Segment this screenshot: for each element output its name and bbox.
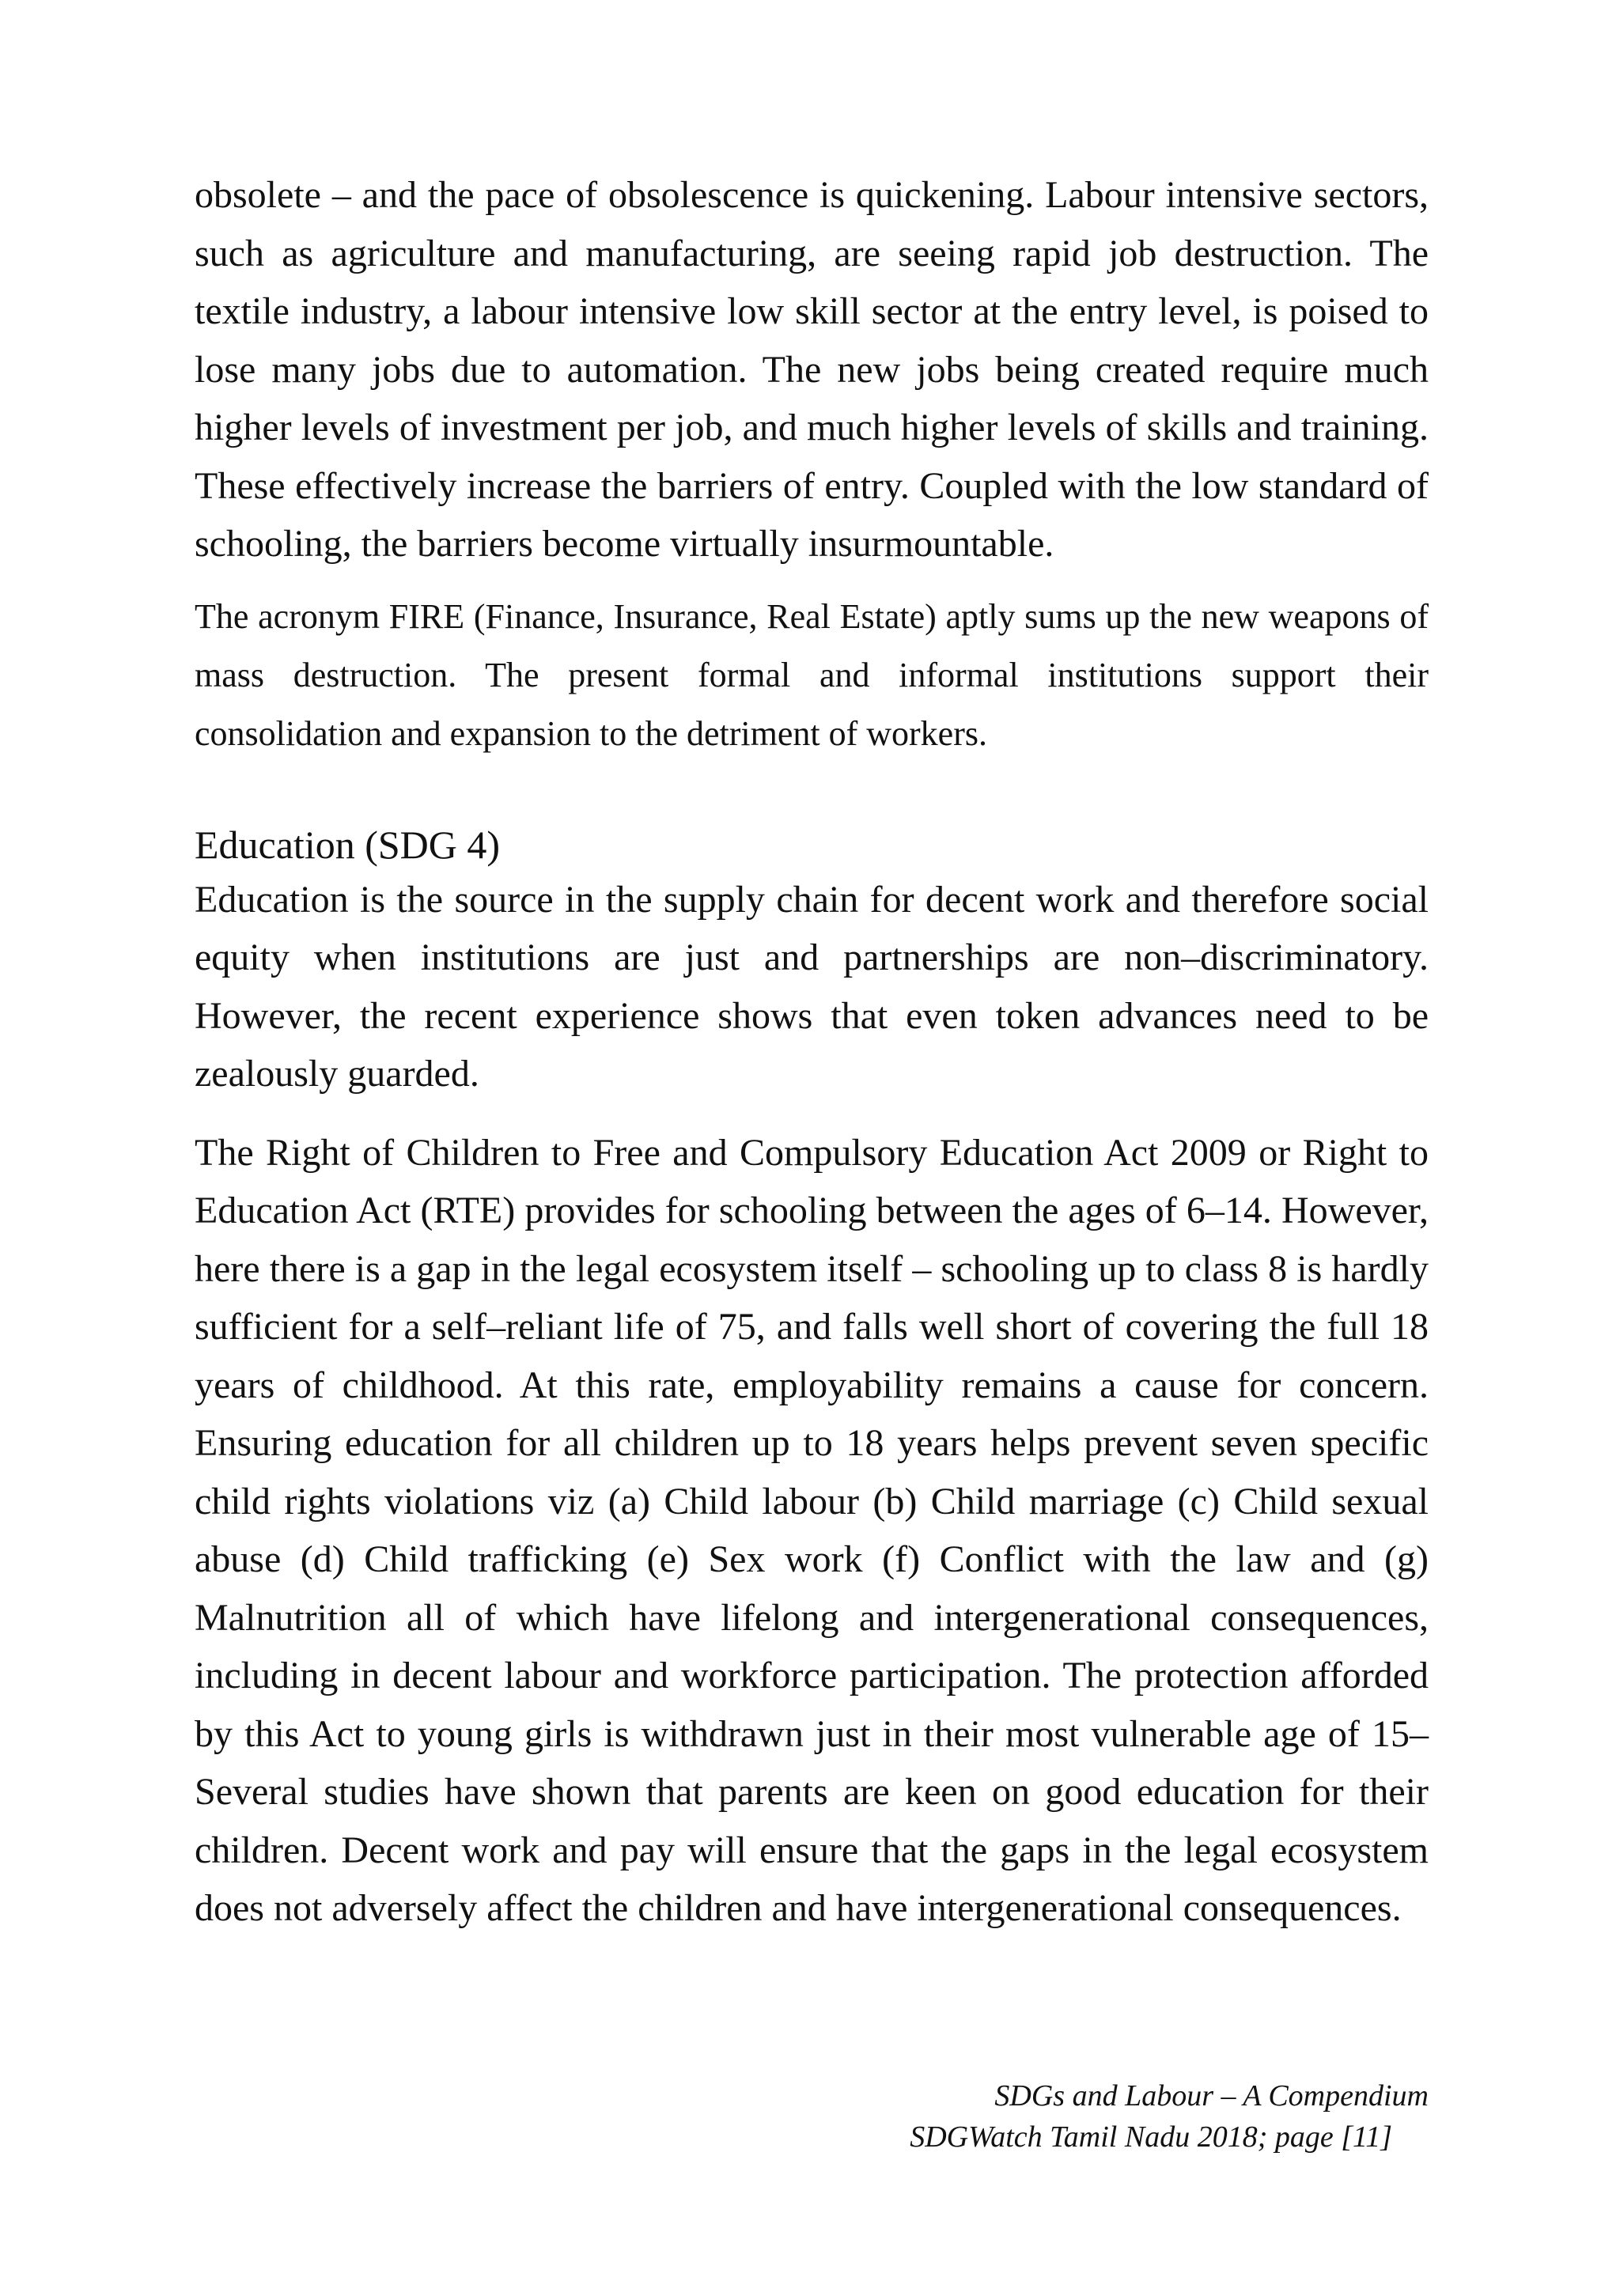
section-heading-education: Education (SDG 4) [195,822,501,867]
paragraph-fire: The acronym FIRE (Finance, Insurance, Real Estate) aptly sums up the new weapons of mass destruction. The present formal and informal institutions support their consolidation and expansion to the detriment of workers. [195,596,1429,753]
footer-publication-title: SDGs and Labour – A Compendium [994,2079,1429,2113]
page-footer [638,2075,1429,2158]
paragraph-education-source: Education is the source in the supply chain for decent work and therefore social equity when institutions are just and partnerships are non–discriminatory. However, the recent experience shows that even token advances need to be zealously guarded. [195,878,1429,1095]
page-body [195,166,1429,1938]
footer-page-reference: SDGWatch Tamil Nadu 2018; page [11] [910,2120,1392,2154]
paragraph-obsolescence: obsolete – and the pace of obsolescence is quickening. Labour intensive sectors, such as agriculture and manufacturing, are seeing rapid job destruction. The textile industry, a labour intensive low skill sector at the entry level, is poised to lose many jobs due to automation. The new jobs being created require much higher levels of investment per job, and much higher levels of skills and training. These effectively increase the barriers of entry. Coupled with the low standard of schooling, the barriers become virtually insurmountable. [195,174,1429,565]
paragraph-rte-act: The Right of Children to Free and Compulsory Education Act 2009 or Right to Education Act (RTE) provides for schooling between the ages of 6–14. However, here there is a gap in the legal ecosystem itself – schooling up to class 8 is hardly sufficient for a self–reliant life of 75, and falls well short of covering the full 18 years of childhood. At this rate, employability remains a cause for concern. Ensuring education for all children up to 18 years helps prevent seven specific child rights violations viz (a) Child labour (b) Child marriage (c) Child sexual abuse (d) Child trafficking (e) Sex work (f) Conflict with the law and (g) Malnutrition all of which have lifelong and intergenerational consequences, including in decent labour and workforce participation. The protection afforded by this Act to young girls is withdrawn just in their most vulnerable age of 15–Several studies have shown that parents are keen on good education for their children. Decent work and pay will ensure that the gaps in the legal ecosystem does not adversely affect the children and have intergenerational consequences. [195,1131,1429,1929]
